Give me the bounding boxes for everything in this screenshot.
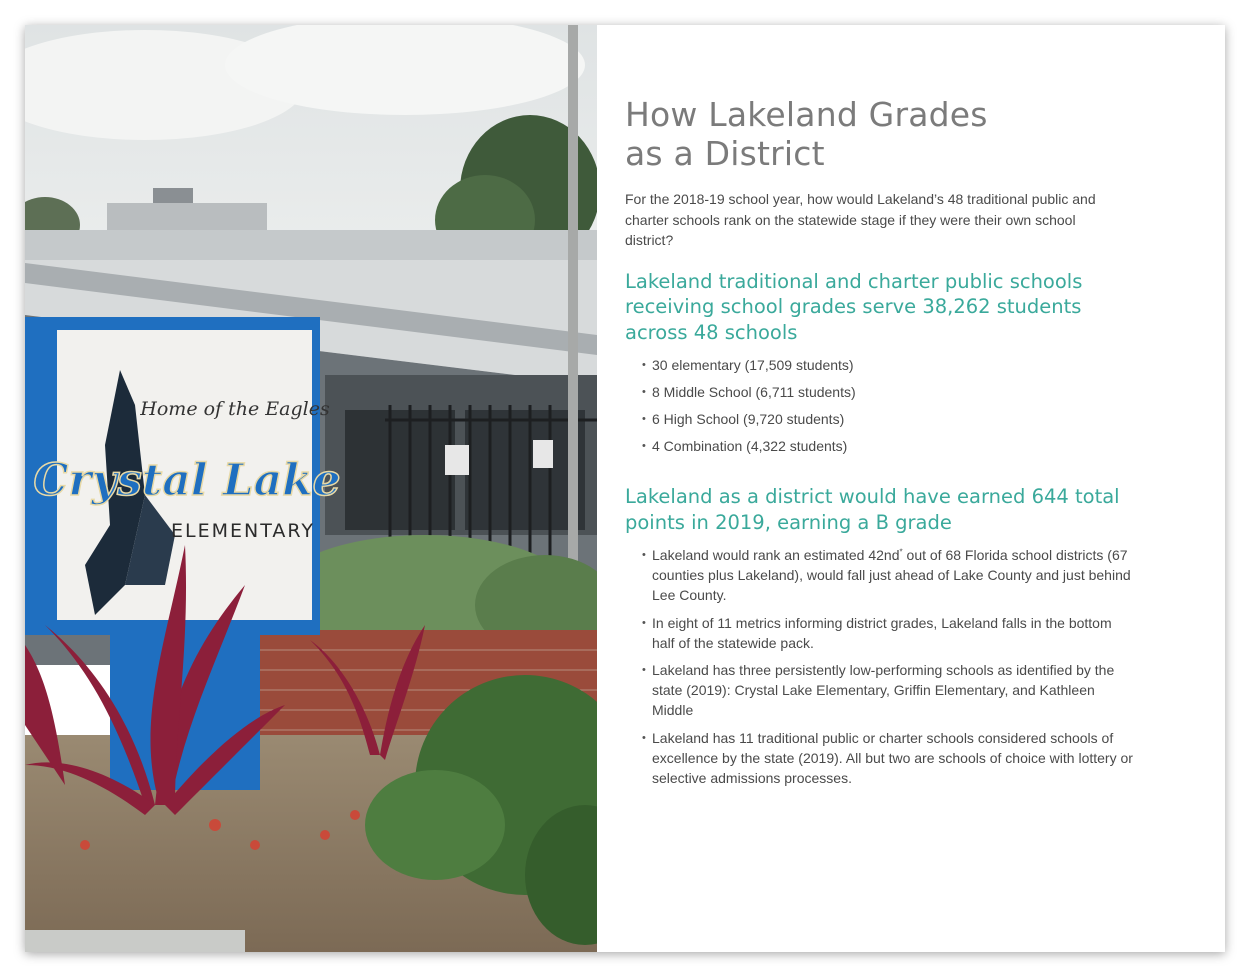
section2-heading: Lakeland as a district would have earned 644 total points in 2019, earning a B grade — [625, 485, 1120, 534]
section1-bullets — [625, 355, 1145, 456]
school-sign-photo — [25, 25, 597, 952]
list-item: • In eight of 11 metrics informing district grades, Lakeland falls in the bottom half of the statewide pack. — [642, 613, 1135, 653]
page-title-line1: How Lakeland Grades — [625, 95, 988, 134]
document-page — [25, 25, 1225, 952]
list-item — [642, 545, 1135, 605]
section1-heading: Lakeland traditional and charter public schools receiving school grades serve 38,262 students across 48 schools — [625, 269, 1083, 344]
list-item: • 30 elementary (17,509 students) — [642, 355, 1135, 375]
sign-elementary: ELEMENTARY — [171, 520, 315, 542]
sign-crystal-lake: Crystal Lake — [33, 455, 341, 506]
list-item: • 4 Combination (4,322 students) — [642, 436, 1135, 456]
page-title — [625, 95, 1145, 173]
page-title-line2: as a District — [625, 134, 825, 173]
rank-text: Lakeland would rank an estimated 42nd — [652, 547, 900, 563]
intro-paragraph: For the 2018-19 school year, how would Lakeland’s 48 traditional public and charter schools rank on the statewide stage if they were their own school district? — [625, 191, 1096, 248]
list-item: • Lakeland has 11 traditional public or charter schools considered schools of excellence by the state (2019). All but two are schools of choice with lottery or selective admissions processes. — [642, 728, 1135, 788]
rank-text-rest: out of 68 Florida school districts (67 counties plus Lakeland), would fall just ahead of Lake County and just behind Lee County. — [652, 547, 1131, 603]
section2-bullets — [625, 545, 1145, 788]
list-item: • 6 High School (9,720 students) — [642, 409, 1135, 429]
sign-home-of-eagles: Home of the Eagles — [140, 398, 330, 420]
footnote-marker: * — [899, 547, 903, 557]
list-item: • 8 Middle School (6,711 students) — [642, 382, 1135, 402]
text-column — [625, 95, 1145, 795]
list-item: • Lakeland has three persistently low-performing schools as identified by the state (2019): Crystal Lake Elementary, Griffin Elementary, and Kathleen Middle — [642, 660, 1135, 720]
